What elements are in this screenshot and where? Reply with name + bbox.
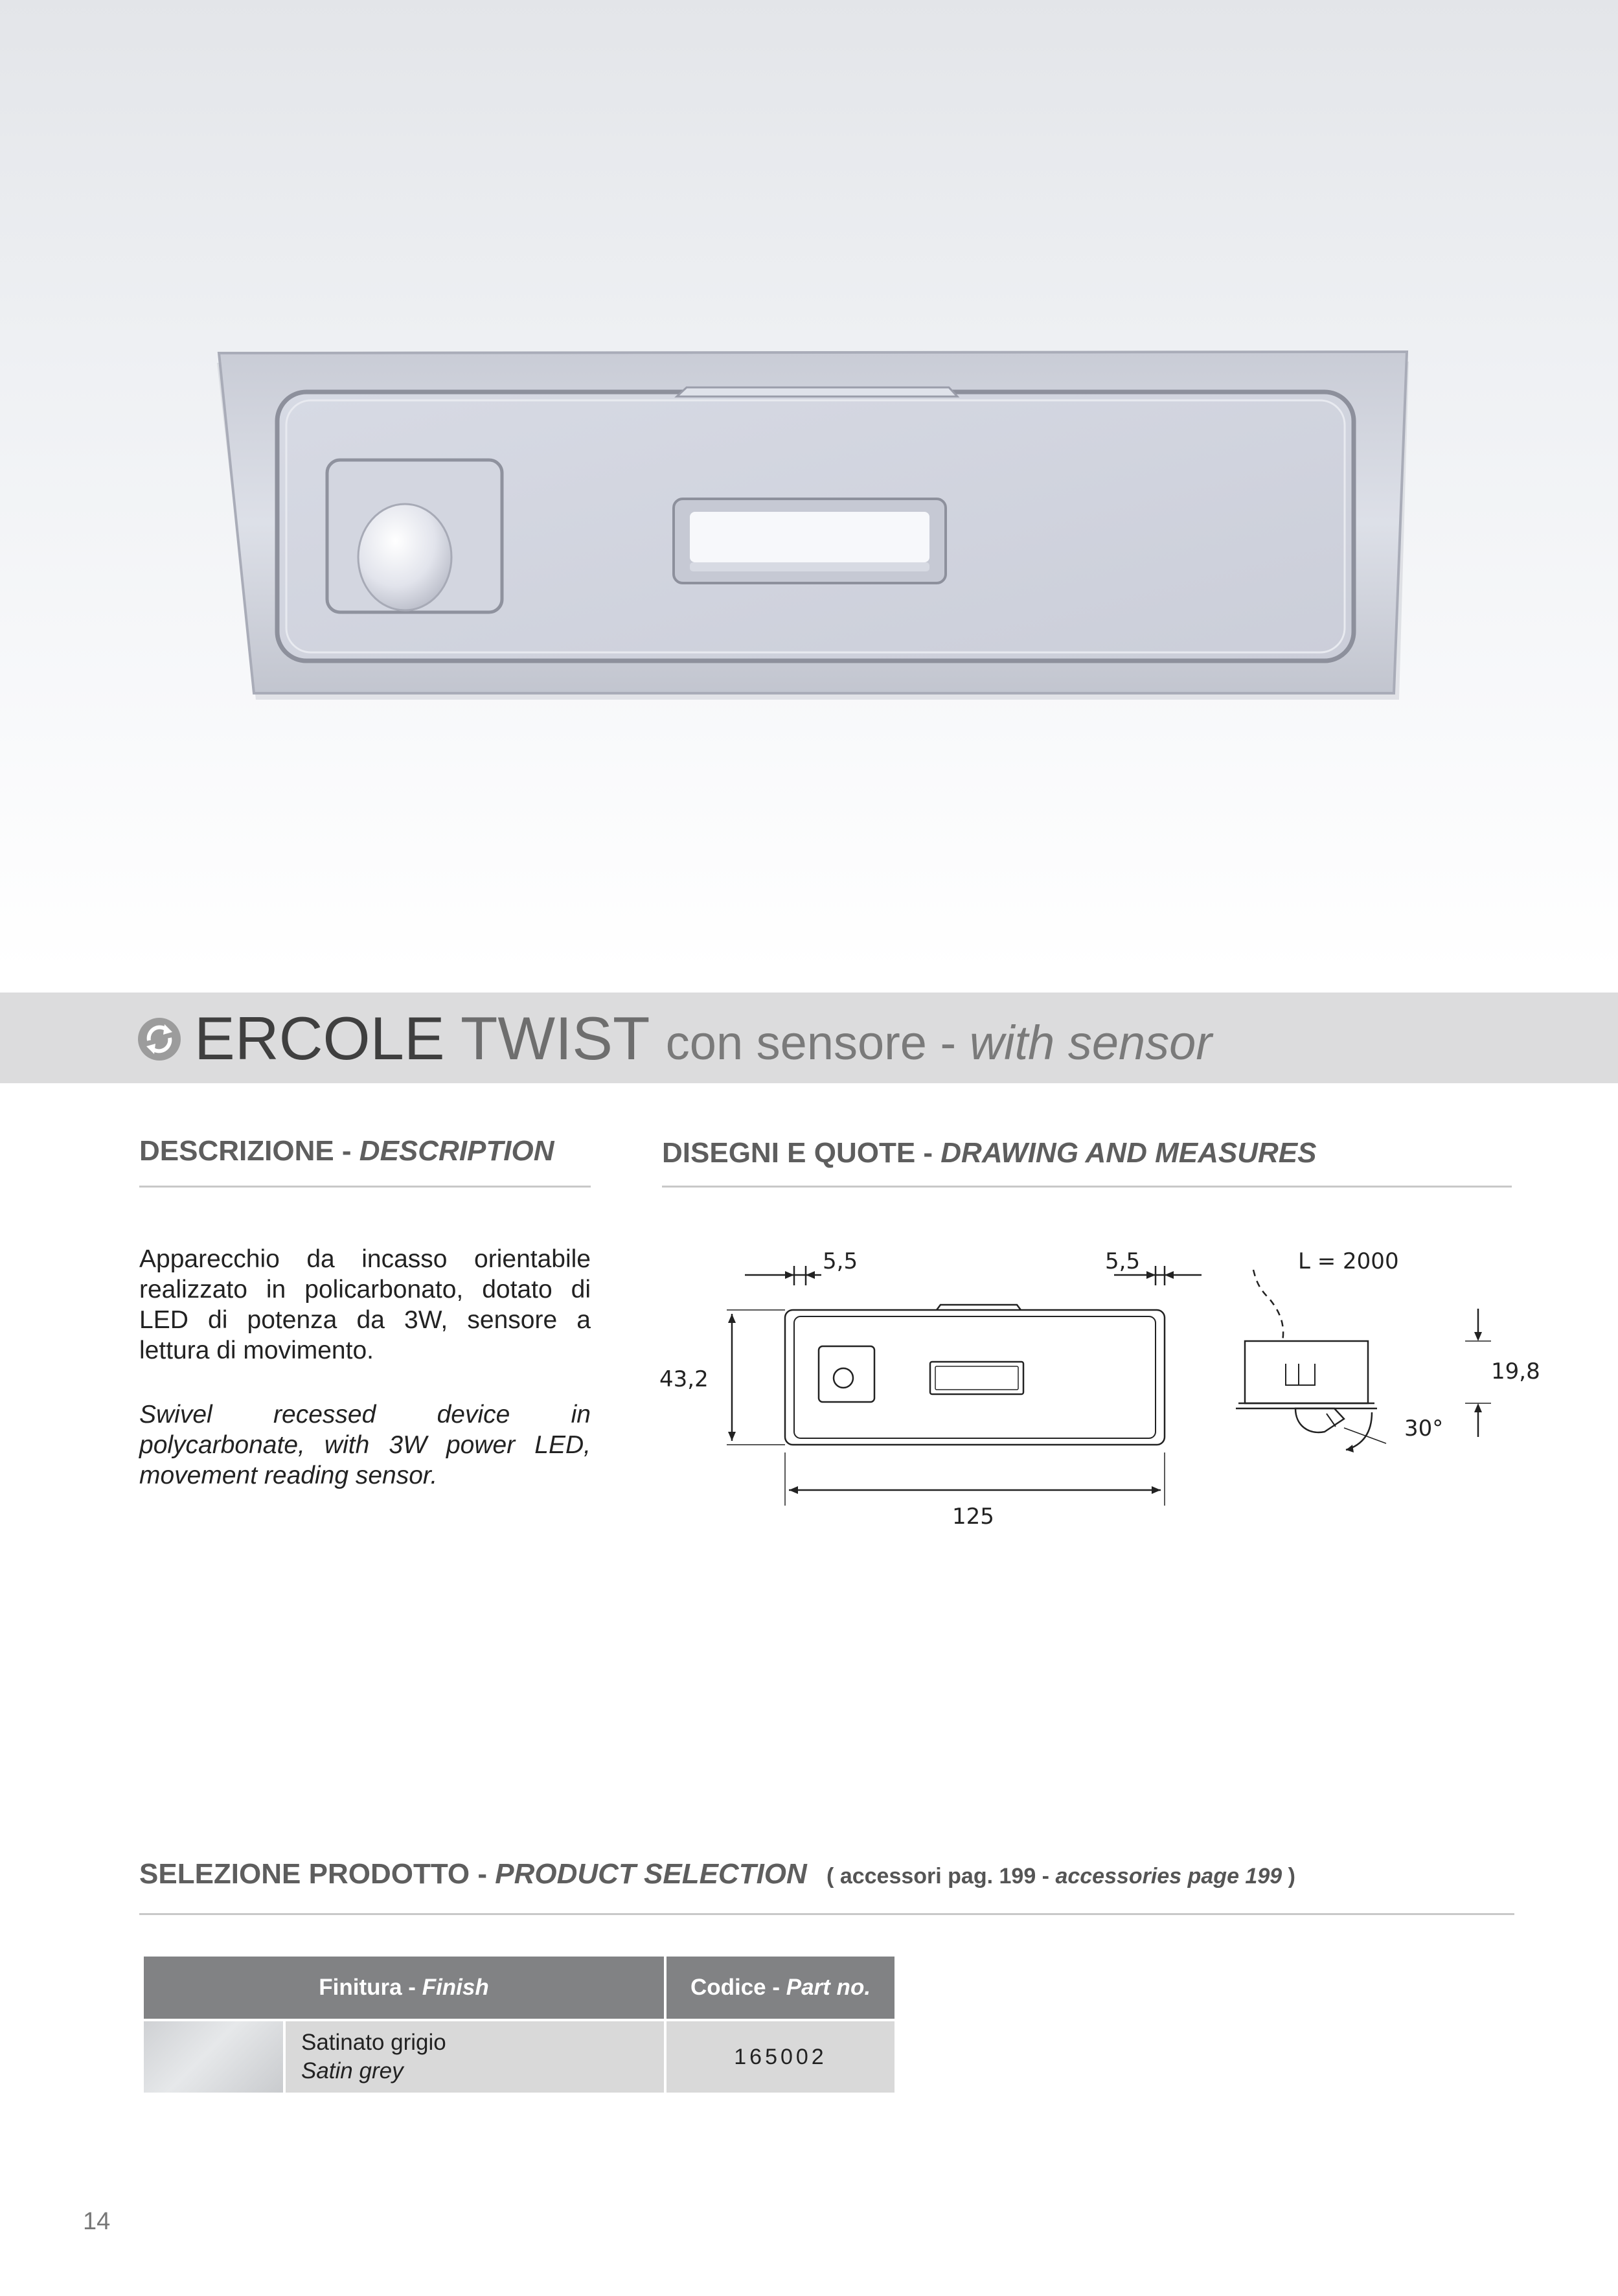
col-finish-it: Finitura -	[319, 1975, 422, 2000]
technical-drawing	[648, 1218, 1555, 1542]
finish-it: Satinato grigio	[301, 2030, 446, 2055]
dim-left-gap: 5,5	[823, 1248, 858, 1274]
page-number: 14	[83, 2208, 111, 2235]
description-heading-en: DESCRIPTION	[359, 1135, 554, 1167]
description-text-it: Apparecchio da incasso orientabile realizzato in policarbonato, dotato di LED di potenza da 3W, sensore a lettura di movimento.	[139, 1245, 591, 1364]
selection-heading-it: SELEZIONE PRODOTTO -	[139, 1858, 496, 1890]
col-code-en: Part no.	[786, 1975, 871, 2000]
col-code-it: Codice -	[690, 1975, 786, 2000]
dim-angle: 30°	[1404, 1416, 1444, 1441]
twist-arrows-icon	[136, 1016, 183, 1062]
accessories-note-en: accessories page 199	[1055, 1864, 1282, 1888]
dim-cable-length: L = 2000	[1298, 1248, 1399, 1274]
title-brand: ERCOLE	[194, 1004, 445, 1072]
finish-en: Satin grey	[301, 2058, 404, 2084]
col-code-header	[667, 1957, 894, 2019]
description-rule	[139, 1186, 591, 1188]
part-number: 165002	[667, 2021, 894, 2093]
drawing-rule	[662, 1186, 1512, 1188]
description-heading	[139, 1135, 554, 1167]
accessories-note-it: ( accessori pag. 199 -	[826, 1864, 1056, 1888]
title-model: TWIST	[460, 1004, 649, 1072]
col-finish-header	[144, 1957, 664, 2019]
drawing-heading	[662, 1137, 1316, 1169]
accessories-note	[826, 1864, 1295, 1888]
title-subtitle-it: con sensore -	[665, 1016, 970, 1070]
accessories-note-close: )	[1282, 1864, 1295, 1888]
description-text-en: Swivel recessed device in polycarbonate, with 3W power LED, movement reading sensor.	[139, 1401, 591, 1489]
dim-height: 43,2	[659, 1366, 709, 1392]
col-finish-en: Finish	[422, 1975, 489, 2000]
finish-cell	[286, 2021, 664, 2093]
selection-heading	[139, 1858, 1295, 1890]
product-photo	[0, 0, 1618, 972]
description-heading-it: DESCRIZIONE -	[139, 1135, 359, 1167]
side-view-body	[1245, 1341, 1368, 1403]
selection-rule	[139, 1913, 1514, 1915]
product-table	[141, 1954, 897, 2095]
product-render	[0, 0, 1618, 972]
selection-heading-en: PRODUCT SELECTION	[495, 1858, 807, 1890]
title-subtitle-en: with sensor	[969, 1016, 1212, 1070]
dim-depth: 19,8	[1491, 1359, 1540, 1384]
finish-swatch	[144, 2021, 283, 2093]
front-view-outline	[785, 1310, 1165, 1445]
table-row	[144, 2021, 894, 2093]
drawing-heading-it: DISEGNI E QUOTE -	[662, 1137, 941, 1169]
dim-width: 125	[952, 1504, 994, 1530]
drawing-heading-en: DRAWING AND MEASURES	[940, 1137, 1317, 1169]
dim-right-gap: 5,5	[1105, 1248, 1141, 1274]
page-title	[194, 1003, 1212, 1074]
